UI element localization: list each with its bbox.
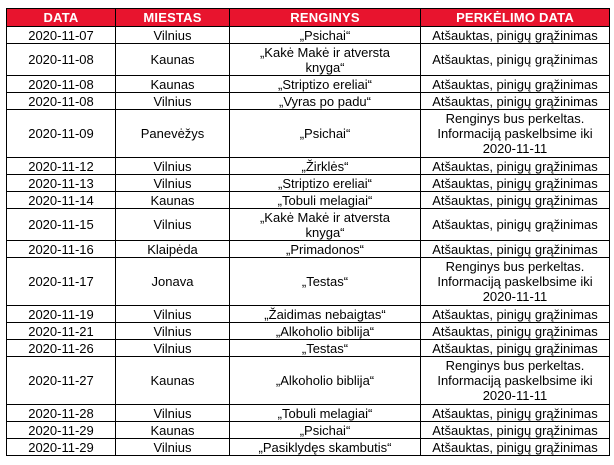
cell-date: 2020-11-08 <box>7 93 116 110</box>
table-row <box>7 357 610 405</box>
cell-date: 2020-11-27 <box>7 357 116 405</box>
cell-date: 2020-11-29 <box>7 439 116 456</box>
table-row <box>7 44 610 76</box>
cell-move-date: Atšauktas, pinigų grąžinimas <box>421 158 610 175</box>
cell-event: „Testas“ <box>230 258 421 306</box>
table-row <box>7 192 610 209</box>
cell-date: 2020-11-09 <box>7 110 116 158</box>
cell-date: 2020-11-15 <box>7 209 116 241</box>
header-move-date: PERKĖLIMO DATA <box>421 9 610 27</box>
cell-city: Vilnius <box>116 323 230 340</box>
table-row <box>7 340 610 357</box>
cell-event: „Kakė Makė ir atversta knyga“ <box>230 209 421 241</box>
table-row <box>7 323 610 340</box>
table-row <box>7 405 610 422</box>
cell-event: „Psichai“ <box>230 422 421 439</box>
table-row <box>7 110 610 158</box>
cell-move-date: Atšauktas, pinigų grąžinimas <box>421 405 610 422</box>
cell-event: „Žaidimas nebaigtas“ <box>230 306 421 323</box>
cell-date: 2020-11-13 <box>7 175 116 192</box>
cell-date: 2020-11-29 <box>7 422 116 439</box>
cell-move-date: Atšauktas, pinigų grąžinimas <box>421 241 610 258</box>
cell-move-date: Renginys bus perkeltas. Informaciją paskelbsime iki 2020-11-11 <box>421 110 610 158</box>
cell-move-date: Atšauktas, pinigų grąžinimas <box>421 44 610 76</box>
events-table <box>6 8 610 456</box>
cell-city: Vilnius <box>116 306 230 323</box>
cell-date: 2020-11-07 <box>7 27 116 44</box>
table-row <box>7 209 610 241</box>
cell-city: Vilnius <box>116 93 230 110</box>
cell-city: Jonava <box>116 258 230 306</box>
cell-date: 2020-11-21 <box>7 323 116 340</box>
cell-city: Vilnius <box>116 175 230 192</box>
cell-event: „Striptizo ereliai“ <box>230 76 421 93</box>
cell-move-date: Atšauktas, pinigų grąžinimas <box>421 422 610 439</box>
cell-city: Vilnius <box>116 27 230 44</box>
cell-move-date: Atšauktas, pinigų grąžinimas <box>421 306 610 323</box>
cell-date: 2020-11-08 <box>7 76 116 93</box>
cell-city: Vilnius <box>116 340 230 357</box>
cell-move-date: Atšauktas, pinigų grąžinimas <box>421 439 610 456</box>
cell-city: Vilnius <box>116 209 230 241</box>
table-row <box>7 241 610 258</box>
cell-move-date: Atšauktas, pinigų grąžinimas <box>421 175 610 192</box>
cell-event: „Psichai“ <box>230 110 421 158</box>
cell-city: Panevėžys <box>116 110 230 158</box>
cell-event: „Testas“ <box>230 340 421 357</box>
cell-city: Kaunas <box>116 76 230 93</box>
cell-city: Klaipėda <box>116 241 230 258</box>
header-date: DATA <box>7 9 116 27</box>
cell-event: „Psichai“ <box>230 27 421 44</box>
cell-move-date: Atšauktas, pinigų grąžinimas <box>421 209 610 241</box>
cell-event: „Alkoholio biblija“ <box>230 357 421 405</box>
cell-event: „Pasiklydęs skambutis“ <box>230 439 421 456</box>
cell-date: 2020-11-08 <box>7 44 116 76</box>
header-event: RENGINYS <box>230 9 421 27</box>
cell-event: „Alkoholio biblija“ <box>230 323 421 340</box>
cell-move-date: Atšauktas, pinigų grąžinimas <box>421 323 610 340</box>
cell-city: Kaunas <box>116 422 230 439</box>
cell-event: „Tobuli melagiai“ <box>230 192 421 209</box>
cell-event: „Vyras po padu“ <box>230 93 421 110</box>
cell-move-date: Renginys bus perkeltas. Informaciją paskelbsime iki 2020-11-11 <box>421 258 610 306</box>
cell-date: 2020-11-19 <box>7 306 116 323</box>
table-row <box>7 422 610 439</box>
cell-event: „Kakė Makė ir atversta knyga“ <box>230 44 421 76</box>
cell-date: 2020-11-28 <box>7 405 116 422</box>
cell-event: „Primadonos“ <box>230 241 421 258</box>
table-row <box>7 158 610 175</box>
cell-city: Kaunas <box>116 357 230 405</box>
cell-city: Kaunas <box>116 44 230 76</box>
table-row <box>7 175 610 192</box>
table-row <box>7 258 610 306</box>
cell-event: „Striptizo ereliai“ <box>230 175 421 192</box>
cell-date: 2020-11-26 <box>7 340 116 357</box>
cell-move-date: Atšauktas, pinigų grąžinimas <box>421 27 610 44</box>
cell-move-date: Atšauktas, pinigų grąžinimas <box>421 76 610 93</box>
cell-date: 2020-11-16 <box>7 241 116 258</box>
cell-event: „Tobuli melagiai“ <box>230 405 421 422</box>
table-row <box>7 93 610 110</box>
table-row <box>7 27 610 44</box>
cell-move-date: Renginys bus perkeltas. Informaciją paskelbsime iki 2020-11-11 <box>421 357 610 405</box>
header-city: MIESTAS <box>116 9 230 27</box>
cell-date: 2020-11-12 <box>7 158 116 175</box>
cell-date: 2020-11-14 <box>7 192 116 209</box>
cell-city: Vilnius <box>116 439 230 456</box>
cell-move-date: Atšauktas, pinigų grąžinimas <box>421 340 610 357</box>
table-row <box>7 306 610 323</box>
cell-city: Kaunas <box>116 192 230 209</box>
cell-date: 2020-11-17 <box>7 258 116 306</box>
cell-move-date: Atšauktas, pinigų grąžinimas <box>421 192 610 209</box>
cell-city: Vilnius <box>116 405 230 422</box>
cell-city: Vilnius <box>116 158 230 175</box>
header-row <box>7 9 610 27</box>
table-row <box>7 76 610 93</box>
table-row <box>7 439 610 456</box>
cell-event: „Žirklės“ <box>230 158 421 175</box>
cell-move-date: Atšauktas, pinigų grąžinimas <box>421 93 610 110</box>
